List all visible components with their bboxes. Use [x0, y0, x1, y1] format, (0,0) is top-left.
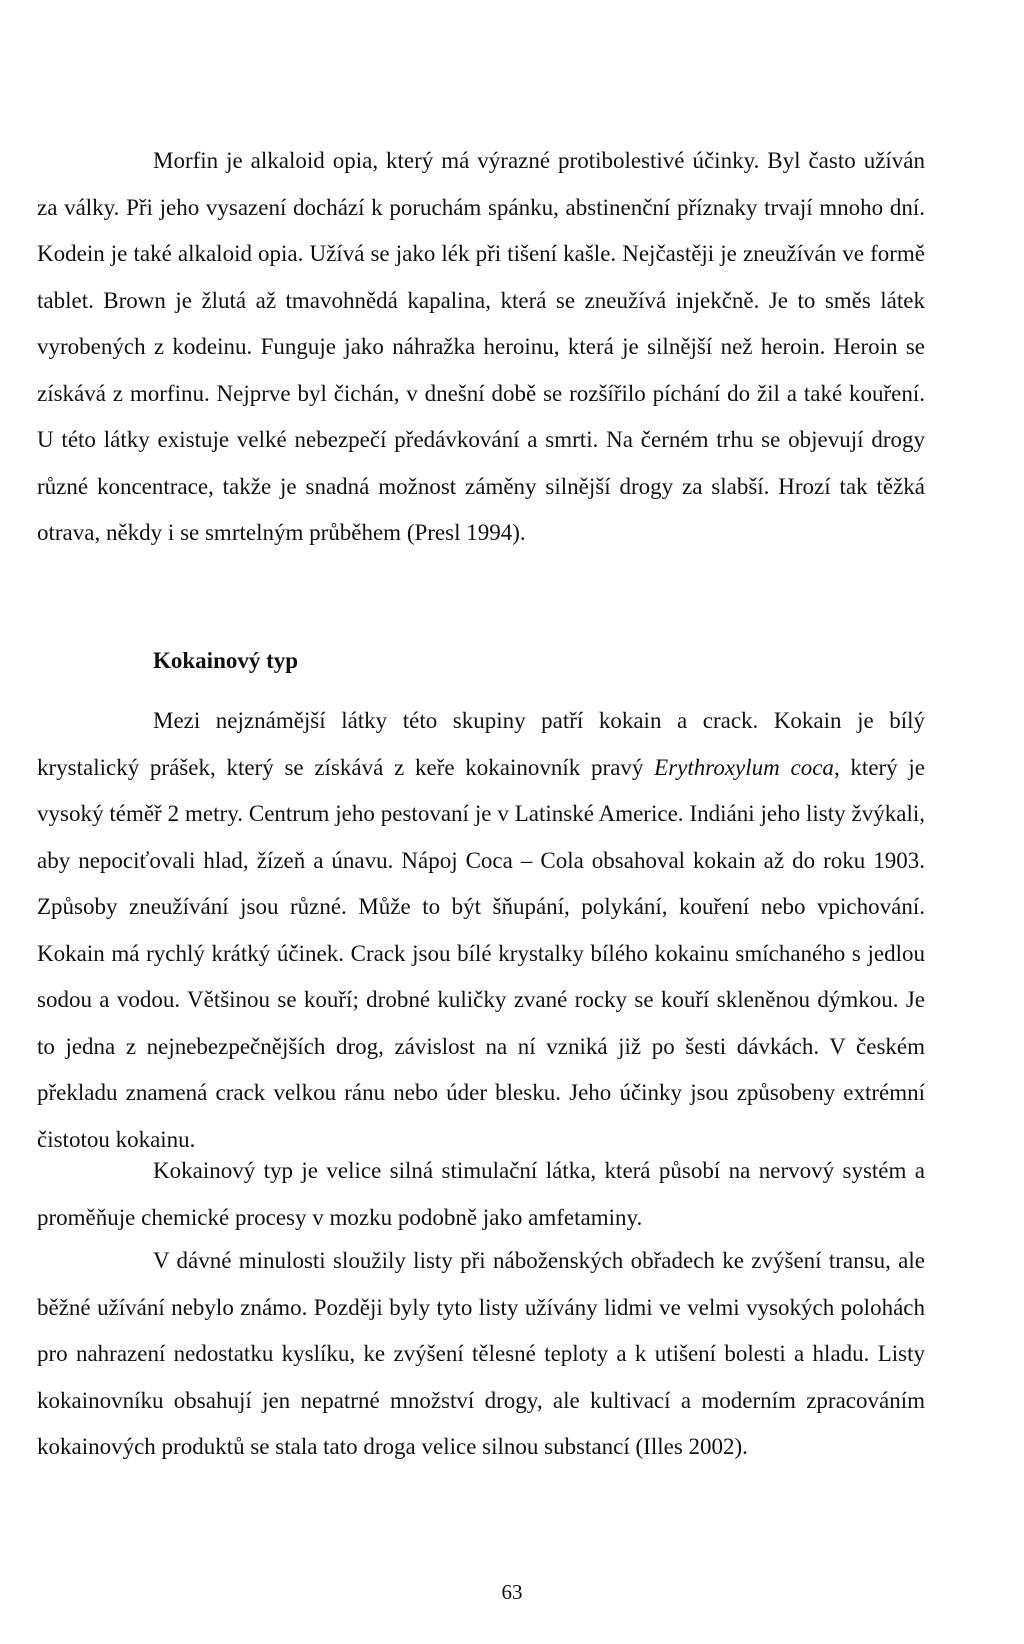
- species-name: Erythroxylum coca: [654, 754, 834, 780]
- paragraph-stimulant: Kokainový typ je velice silná stimulační látka, která působí na nervový systém a proměňuje chemické procesy v mozku podobně jako amfetaminy.: [37, 1158, 925, 1230]
- paragraph-cocaine: [37, 698, 925, 1163]
- paragraph-cocaine-text-start: Mezi nejznámější látky této skupiny patří kokain a crack. Kokain je bílý krystalický prášek, který se získává z keře kokainovník pravý: [37, 708, 925, 780]
- section-heading: Kokainový typ: [153, 648, 299, 673]
- page-number: 63: [501, 1580, 523, 1604]
- paragraph-opiates: Morfin je alkaloid opia, který má výrazné protibolestivé účinky. Byl často užíván za války. Při jeho vysazení dochází k poruchám spánku, abstinenční příznaky trvají mnoho dní. Kodein je také alkaloid opia. Užívá se jako lék při tišení kašle. Nejčastěji je zneužíván ve formě tablet. Brown je žlutá až tmavohnědá kapalina, která se zneužívá injekčně. Je to směs látek vyrobených z kodeinu. Funguje jako náhražka heroinu, která je silnější než heroin. Heroin se získává z morfinu. Nejprve byl čichán, v dnešní době se rozšířilo píchání do žil a také kouření. U této látky existuje velké nebezpečí předávkování a smrti. Na černém trhu se objevují drogy různé koncentrace, takže je snadná možnost záměny silnější drogy za slabší. Hrozí tak těžká otrava, někdy i se smrtelným průběhem (Presl 1994).: [37, 148, 925, 545]
- paragraph-history: V dávné minulosti sloužily listy při náboženských obřadech ke zvýšení transu, ale běžné užívání nebylo známo. Později byly tyto listy užívány lidmi ve velmi vysokých polohách pro nahrazení nedostatku kyslíku, ke zvýšení tělesné teploty a k utišení bolesti a hladu. Listy kokainovníku obsahují jen nepatrné množství drogy, ale kultivací a moderním zpracováním kokainových produktů se stala tato droga velice silnou substancí (Illes 2002).: [37, 1248, 925, 1459]
- paragraph-cocaine-text-end: , který je vysoký téměř 2 metry. Centrum jeho pestovaní je v Latinské Americe. Indiáni jeho listy žvýkali, aby nepociťovali hlad, žízeň a únavu. Nápoj Coca – Cola obsahoval kokain až do roku 1903. Způsoby zneužívání jsou různé. Může to být šňupání, polykání, kouření nebo vpichování. Kokain má rychlý krátký účinek. Crack jsou bílé krystalky bílého kokainu smíchaného s jedlou sodou a vodou. Většinou se kouří; drobné kuličky zvané rocky se kouří skleněnou dýmkou. Je to jedna z nejnebezpečnějších drog, závislost na ní vzniká již po šesti dávkách. V českém překladu znamená crack velkou ránu nebo úder blesku. Jeho účinky jsou způsobeny extrémní čistotou kokainu.: [37, 754, 926, 1152]
